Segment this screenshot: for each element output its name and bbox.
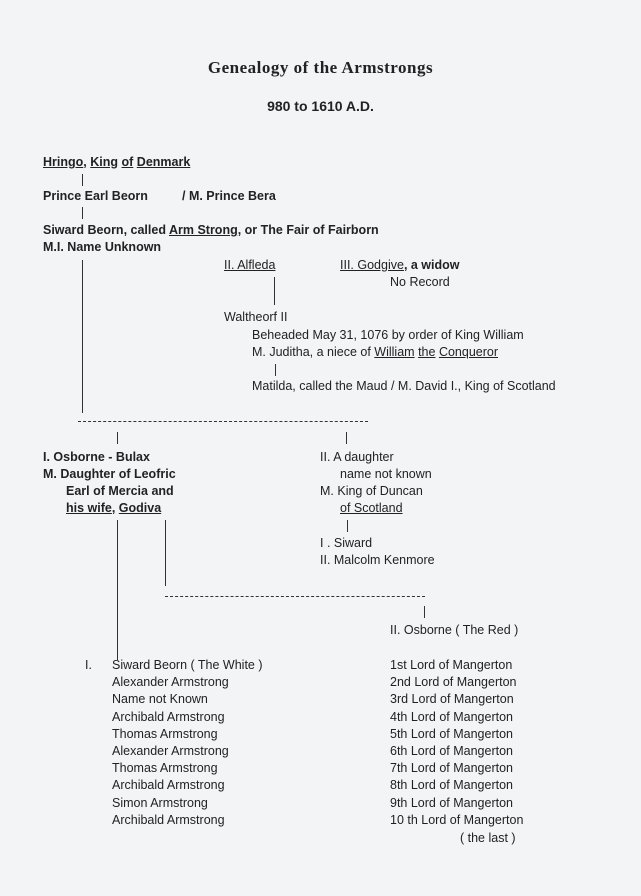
daughter: II. A daughter — [320, 450, 394, 464]
earl-beorn: Prince Earl Beorn — [43, 189, 148, 203]
lord-name: Thomas Armstrong — [112, 726, 218, 741]
connector-line — [82, 174, 83, 186]
osborne-marriage: M. Daughter of Leofric — [43, 467, 176, 481]
osborne-bulax: I. Osborne - Bulax — [43, 450, 150, 464]
connector-line — [82, 260, 83, 413]
page-title: Genealogy of the Armstrongs — [207, 58, 434, 77]
siward-child: I . Siward — [320, 536, 373, 550]
daughter-note: name not known — [340, 467, 432, 481]
lord-title: 6th Lord of Mangerton — [390, 744, 513, 758]
waltheorf: Waltheorf II — [224, 310, 288, 324]
connector-line — [424, 606, 425, 618]
waltheorf-marriage: M. Juditha, a niece of William the Conqueror — [252, 345, 499, 359]
connector-line — [82, 207, 83, 219]
earl-beorn-spouse: / M. Prince Bera — [182, 189, 276, 203]
daughter-marriage-2: of Scotland — [340, 501, 403, 515]
lord-name: Archibald Armstrong — [112, 709, 225, 724]
lord-name: Alexander Armstrong — [112, 675, 229, 690]
siward-beorn-line: Siward Beorn, called Arm Strong, or The Fair of Fairborn — [43, 223, 379, 237]
daughter-marriage: M. King of Duncan — [320, 484, 423, 498]
alfleda: II. Alfleda — [224, 258, 276, 272]
godgive-note: No Record — [390, 275, 450, 289]
osborne-the-red: II. Osborne ( The Red ) — [390, 623, 519, 637]
connector-line — [165, 520, 166, 586]
connector-line — [275, 364, 276, 376]
matilda: Matilda, called the Maud / M. David I., King of Scotland — [252, 379, 556, 393]
lord-name: Thomas Armstrong — [112, 761, 218, 776]
lord-title: 2nd Lord of Mangerton — [390, 675, 517, 690]
lord-name: Siward Beorn ( The White ) — [112, 658, 263, 672]
osborne-marriage-2: Earl of Mercia and — [66, 484, 174, 498]
lord-title: 9th Lord of Mangerton — [390, 795, 513, 810]
malcolm-kenmore: II. Malcolm Kenmore — [320, 553, 435, 567]
last-lord-note: ( the last ) — [460, 831, 516, 845]
lord-name: Archibald Armstrong — [112, 812, 225, 827]
connector-line — [346, 432, 347, 444]
lord-name: Alexander Armstrong — [112, 744, 229, 758]
lord-title: 4th Lord of Mangerton — [390, 709, 513, 724]
godgive: III. Godgive, a widow — [340, 258, 460, 272]
divider-line — [165, 596, 425, 597]
connector-line — [274, 277, 275, 305]
osborne-marriage-3: his wife, Godiva — [66, 501, 162, 515]
divider-line — [78, 421, 368, 422]
lord-title: 7th Lord of Mangerton — [390, 761, 513, 776]
connector-line — [117, 520, 118, 660]
lord-title: 10 th Lord of Mangerton — [390, 812, 524, 827]
lord-title: 5th Lord of Mangerton — [390, 726, 513, 741]
connector-line — [117, 432, 118, 444]
waltheorf-beheaded: Beheaded May 31, 1076 by order of King William — [252, 328, 524, 342]
siward-beorn-marriage: M.I. Name Unknown — [43, 240, 162, 254]
lord-name: Simon Armstrong — [112, 795, 208, 810]
hringo-line: Hringo, King of Denmark — [43, 155, 191, 169]
lord-title: 3rd Lord of Mangerton — [390, 692, 514, 707]
page-subtitle: 980 to 1610 A.D. — [267, 98, 374, 114]
connector-line — [347, 520, 348, 532]
lord-title: 1st Lord of Mangerton — [390, 658, 513, 672]
lord-title: 8th Lord of Mangerton — [390, 778, 513, 793]
lords-numeral: I. — [85, 658, 92, 672]
lord-name: Name not Known — [112, 692, 208, 707]
lord-name: Archibald Armstrong — [112, 778, 225, 793]
